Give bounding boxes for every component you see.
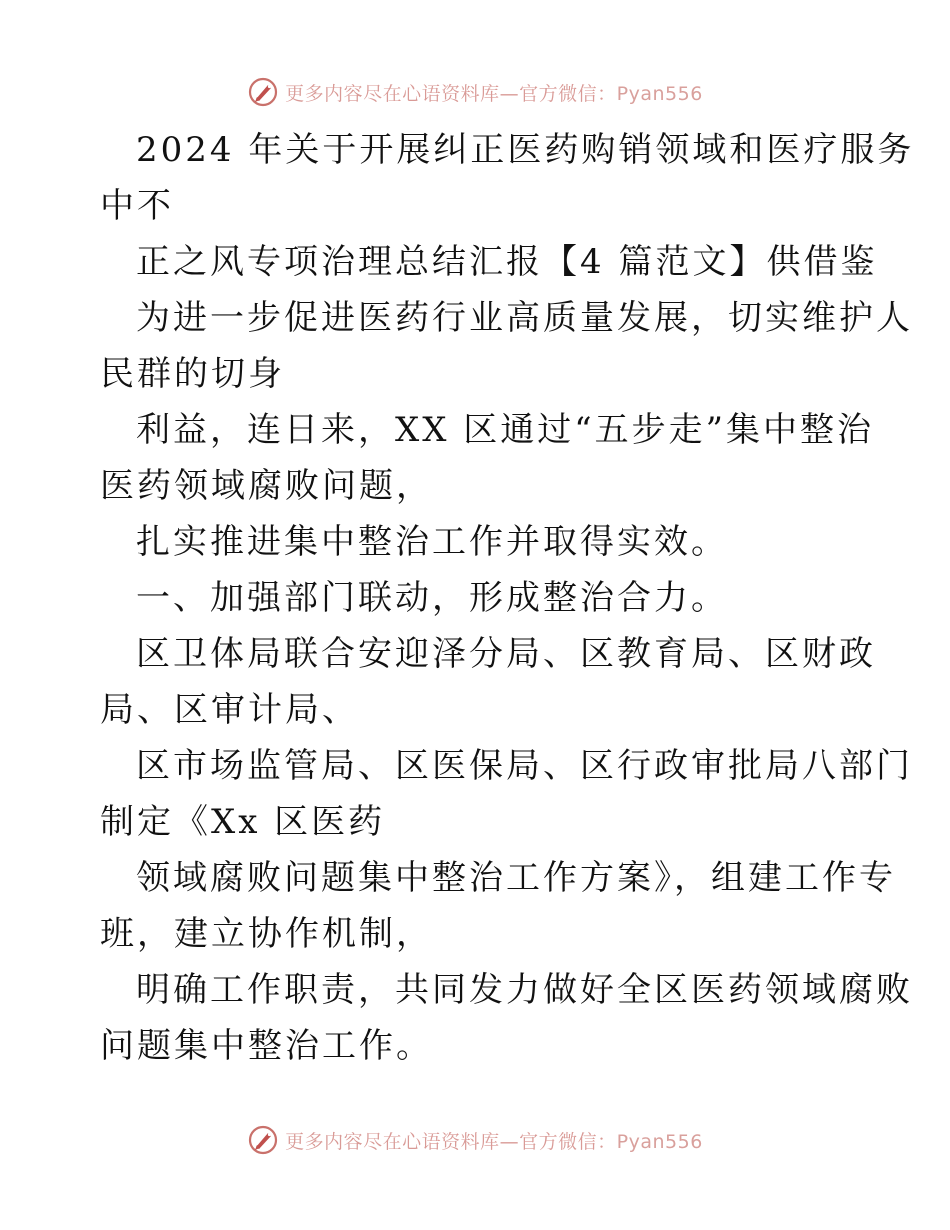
text-line: 局、区审计局、 bbox=[100, 690, 359, 730]
text-line: 区市场监管局、区医保局、区行政审批局八部门 bbox=[136, 746, 913, 786]
text-line: 班，建立协作机制， bbox=[100, 914, 433, 954]
text-line: 一、加强部门联动，形成整治合力。 bbox=[136, 578, 728, 618]
quill-pen-icon bbox=[247, 76, 279, 108]
watermark-text: 更多内容尽在心语资料库—官方微信：Pyan556 bbox=[285, 82, 703, 105]
watermark-text: 更多内容尽在心语资料库—官方微信：Pyan556 bbox=[285, 1130, 703, 1153]
quill-pen-icon bbox=[247, 1124, 279, 1156]
watermark-handle: Pyan556 bbox=[616, 82, 703, 105]
text-line: 问题集中整治工作。 bbox=[100, 1026, 433, 1066]
text-line: 明确工作职责，共同发力做好全区医药领域腐败 bbox=[136, 970, 913, 1010]
text-line: 民群的切身 bbox=[100, 354, 285, 394]
text-line: 制定《Xx 区医药 bbox=[100, 802, 386, 842]
text-line: 中不 bbox=[100, 186, 174, 226]
header-watermark bbox=[0, 72, 950, 112]
text-line: 正之风专项治理总结汇报【4 篇范文】供借鉴 bbox=[136, 242, 878, 282]
text-line: 2024 年关于开展纠正医药购销领域和医疗服务 bbox=[136, 130, 915, 170]
text-line: 区卫体局联合安迎泽分局、区教育局、区财政 bbox=[136, 634, 876, 674]
text-line: 扎实推进集中整治工作并取得实效。 bbox=[136, 522, 728, 562]
text-line: 医药领域腐败问题， bbox=[100, 466, 433, 506]
footer-watermark bbox=[0, 1120, 950, 1160]
text-line: 为进一步促进医药行业高质量发展，切实维护人 bbox=[136, 298, 913, 338]
document-body bbox=[100, 122, 915, 1074]
watermark-handle: Pyan556 bbox=[616, 1130, 703, 1153]
text-line: 利益，连日来，XX 区通过“五步走”集中整治 bbox=[136, 410, 874, 450]
text-line: 领域腐败问题集中整治工作方案》，组建工作专 bbox=[136, 858, 896, 898]
